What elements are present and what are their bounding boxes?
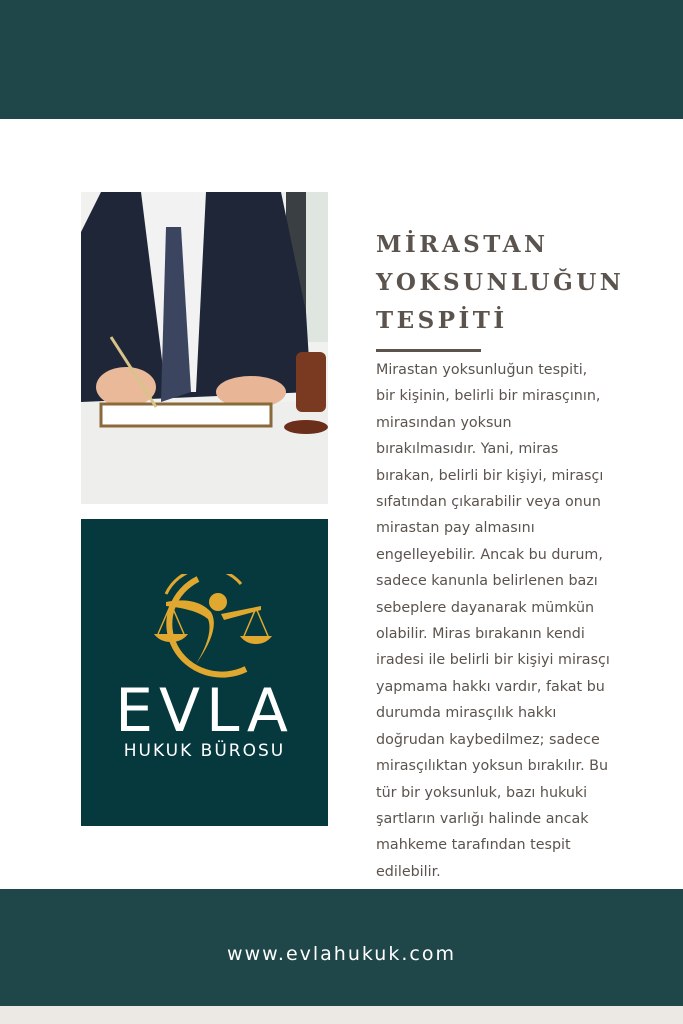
body-line: mirasçılıktan yoksun bırakılır. Bu [376, 758, 609, 775]
title-line: YOKSUNLUĞUN [376, 269, 625, 296]
body-line: iradesi ile belirli bir kişiyi mirasçı [376, 652, 610, 669]
body-line: sadece kanunla belirlenen bazı [376, 573, 598, 590]
body-line: bir kişinin, belirli bir mirasçının, [376, 388, 601, 405]
body-paragraph [376, 357, 610, 885]
logo-name: EVLA [115, 676, 294, 746]
body-line: doğrudan kaybedilmez; sadece [376, 731, 600, 748]
evla-logo [81, 519, 328, 826]
body-line: mirasından yoksun [376, 414, 512, 431]
lawyer-signing-photo [81, 192, 328, 504]
website-link[interactable]: www.evlahukuk.com [227, 943, 456, 965]
body-line: yapmama hakkı vardır, fakat bu [376, 678, 605, 695]
body-line: engelleyebilir. Ancak bu durum, [376, 546, 603, 563]
body-line: Mirastan yoksunluğun tespiti, [376, 362, 588, 378]
title-divider [376, 349, 481, 352]
body-line: şartların varlığı halinde ancak [376, 810, 589, 827]
page-title [376, 226, 624, 340]
body-line: sebeplere dayanarak mümkün [376, 599, 595, 616]
body-line: mahkeme tarafından tespit [376, 837, 571, 854]
body-line: edilebilir. [376, 863, 441, 880]
bottom-strip [0, 1006, 683, 1024]
justice-scales-icon [136, 574, 276, 679]
body-line: bırakan, belirli bir kişiyi, mirasçı [376, 467, 604, 484]
body-line: sıfatından çıkarabilir veya onun [376, 494, 601, 511]
header-band [0, 0, 683, 119]
title-line: MİRASTAN [376, 231, 549, 258]
body-line: bırakılmasıdır. Yani, miras [376, 441, 559, 458]
body-line: olabilir. Miras bırakanın kendi [376, 626, 585, 643]
body-line: durumda mirasçılık hakkı [376, 705, 557, 722]
logo-subtitle: HUKUK BÜROSU [123, 741, 286, 761]
title-line: TESPİTİ [376, 307, 508, 334]
body-line: mirastan pay almasını [376, 520, 535, 537]
body-line: tür bir yoksunluk, bazı hukuki [376, 784, 588, 801]
